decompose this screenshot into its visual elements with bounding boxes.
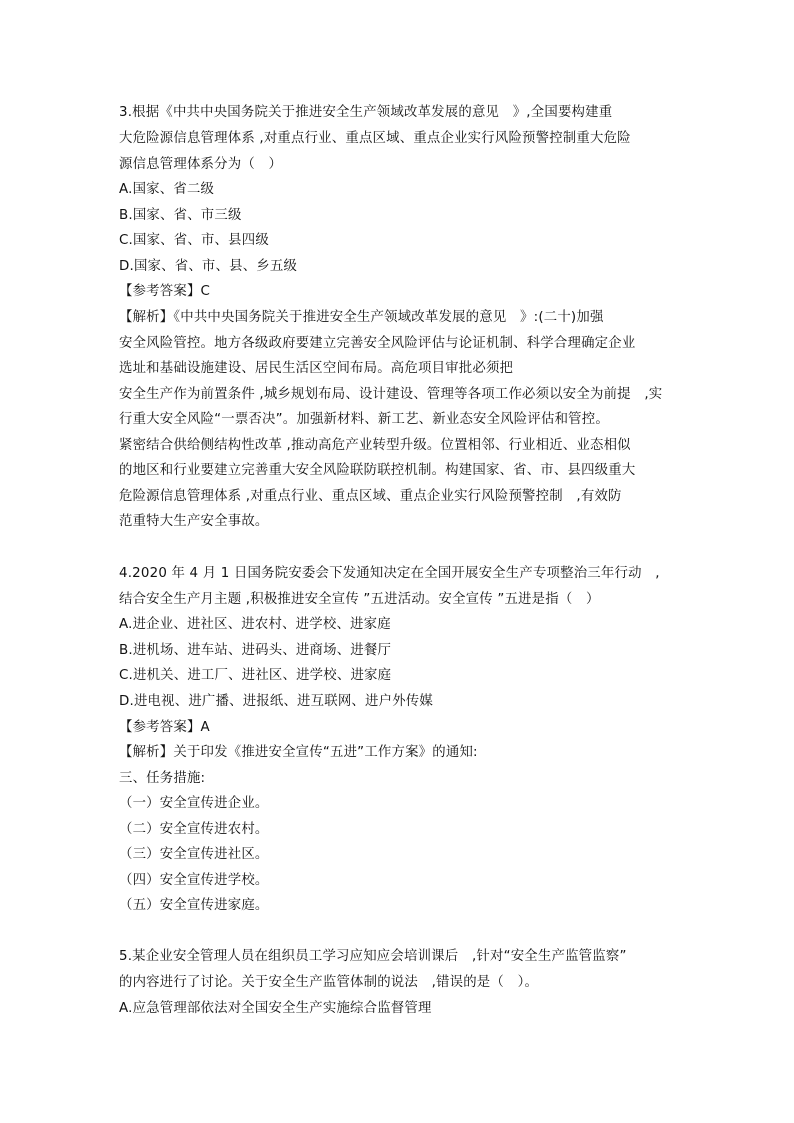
q3-analysis-line-8: 危险源信息管理体系 ,对重点行业、重点区域、重点企业实行风险预警控制 ,有效防 (119, 489, 622, 504)
q4-option-a: A.进企业、进社区、进农村、进学校、进家庭 (119, 617, 391, 632)
q4-option-c: C.进机关、进工厂、进社区、进学校、进家庭 (119, 668, 392, 683)
q4-option-b: B.进机场、进车站、进码头、进商场、进餐厅 (119, 643, 392, 658)
q4-analysis-item-4: （四）安全宣传进学校。 (119, 873, 269, 888)
q3-analysis-line-9: 范重特大生产安全事故。 (119, 514, 269, 529)
q4-analysis-line-1: 【解析】关于印发《推进安全宣传“五进”工作方案》的通知: (119, 745, 478, 760)
q3-answer: 【参考答案】C (119, 284, 211, 299)
q4-analysis-item-3: （三）安全宣传进社区。 (119, 847, 269, 862)
q3-analysis-line-6: 紧密结合供给侧结构性改革 ,推动高危产业转型升级。位置相邻、行业相近、业态相似 (119, 438, 631, 453)
q3-analysis-line-1: 【解析】《中共中央国务院关于推进安全生产领域改革发展的意见 》:(二十)加强 (119, 310, 604, 325)
q5-option-a: A.应急管理部依法对全国安全生产实施综合监督管理 (119, 1001, 432, 1016)
q4-option-d: D.进电视、进广播、进报纸、进互联网、进户外传媒 (119, 694, 433, 709)
q3-analysis-line-3: 选址和基础设施建设、居民生活区空间布局。高危项目审批必须把 (119, 361, 514, 376)
q3-stem-line-3: 源信息管理体系分为（ ） (119, 157, 283, 172)
q5-stem-line-1: 5.某企业安全管理人员在组织员工学习应知应会培训课后 ,针对“安全生产监管监察” (119, 949, 627, 964)
q3-stem-line-1: 3.根据《中共中央国务院关于推进安全生产领域改革发展的意见 》,全国要构建重 (119, 105, 613, 120)
q4-analysis-item-2: （二）安全宣传进农村。 (119, 822, 269, 837)
q4-answer: 【参考答案】A (119, 720, 210, 735)
q3-option-c: C.国家、省、市、县四级 (119, 233, 269, 248)
q3-stem-line-2: 大危险源信息管理体系 ,对重点行业、重点区域、重点企业实行风险预警控制重大危险 (119, 131, 631, 146)
q3-option-d: D.国家、省、市、县、乡五级 (119, 259, 298, 274)
q4-analysis-item-5: （五）安全宣传进家庭。 (119, 898, 269, 913)
q3-option-b: B.国家、省、市三级 (119, 208, 242, 223)
q3-analysis-line-4: 安全生产作为前置条件 ,城乡规划布局、设计建设、管理等各项工作必须以安全为前提 ,实 (119, 387, 663, 402)
q5-stem-line-2: 的内容进行了讨论。关于安全生产监管体制的说法 ,错误的是（ ）。 (119, 975, 539, 990)
q4-stem-line-1: 4.2020 年 4 月 1 日国务院安委会下发通知决定在全国开展安全生产专项整治三年行动 , (119, 566, 660, 581)
q3-analysis-line-2: 安全风险管控。地方各级政府要建立完善安全风险评估与论证机制、科学合理确定企业 (119, 336, 636, 351)
q3-analysis-line-7: 的地区和行业要建立完善重大安全风险联防联控机制。构建国家、省、市、县四级重大 (119, 463, 636, 478)
q4-analysis-line-2: 三、任务措施: (119, 771, 206, 786)
q3-analysis-line-5: 行重大安全风险“一票否决”。加强新材料、新工艺、新业态安全风险评估和管控。 (119, 412, 609, 427)
q3-option-a: A.国家、省二级 (119, 182, 215, 197)
q4-stem-line-2: 结合安全生产月主题 ,积极推进安全宣传 ”五进活动。安全宣传 ”五进是指（ ） (119, 592, 600, 607)
q4-analysis-item-1: （一）安全宣传进企业。 (119, 796, 269, 811)
